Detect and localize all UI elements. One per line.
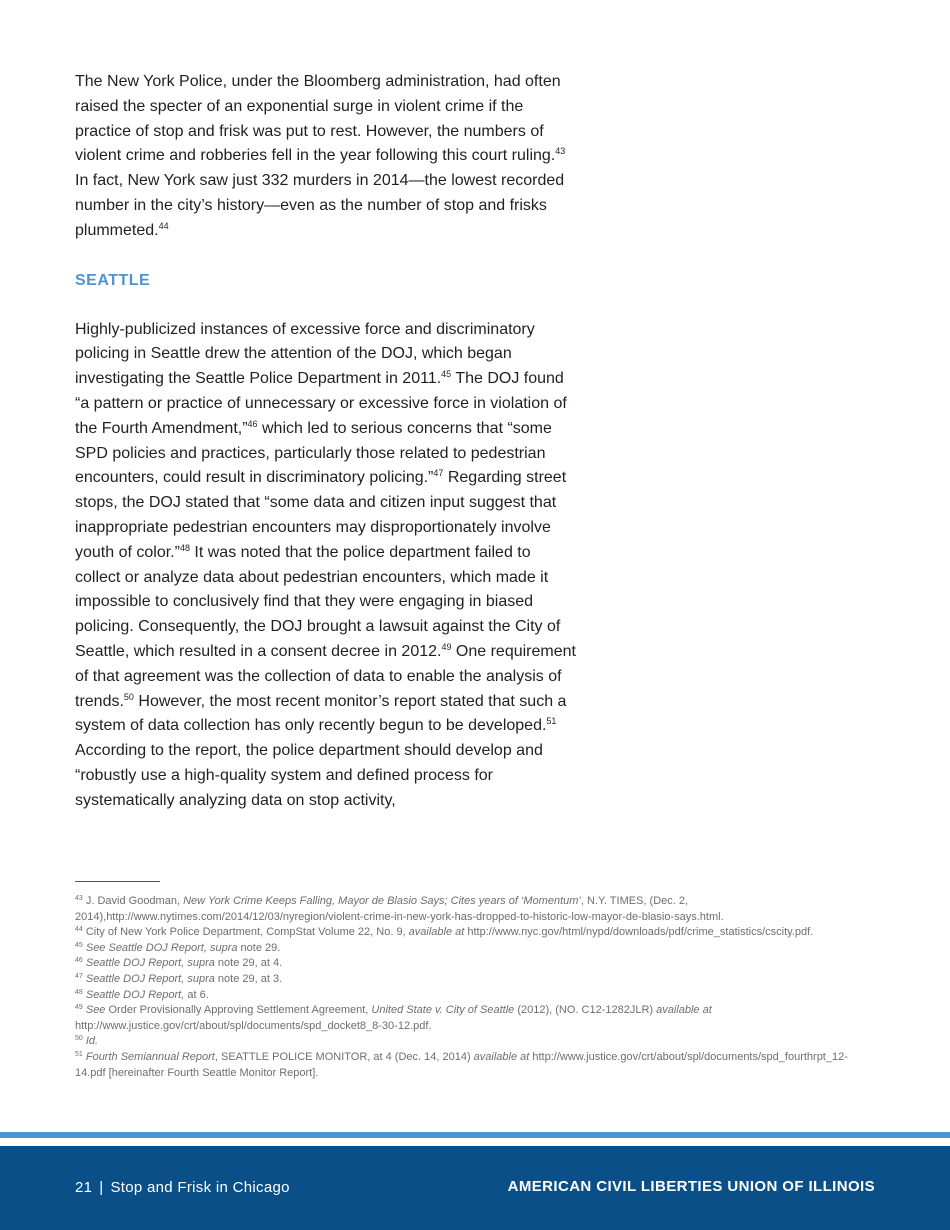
- footnote-italic-text: Seattle DOJ Report,: [82, 988, 185, 1001]
- footnote-43: [75, 894, 875, 925]
- footnote-50: [75, 1034, 875, 1050]
- footnote-text: note 29, at 3.: [214, 972, 283, 985]
- footnote-italic-text: Fourth Semiannual Report: [82, 1050, 215, 1063]
- footnote-ref-44[interactable]: 44: [158, 220, 169, 231]
- footnote-text: note 29.: [237, 941, 281, 954]
- seattle-text-5: It was noted that the police department failed to collect or analyze data about pedestrian encounters, which made it impossible to conclusively find that they were engaging in biased policing. Consequently, the DOJ brought a lawsuit against the City of Seattle, which resulted in a consent decree in 2012.: [75, 543, 561, 660]
- footnote-italic-text: Id.: [82, 1035, 99, 1048]
- seattle-text-7: However, the most recent monitor’s report stated that such a system of data collection has only recently begun to be developed.: [75, 692, 567, 735]
- publication-title: Stop and Frisk in Chicago: [110, 1179, 290, 1196]
- footnotes: [75, 894, 875, 1081]
- footnote-text: City of New York Police Department, CompStat Volume 22, No. 9,: [82, 926, 409, 939]
- seattle-text-4: Regarding street stops, the DOJ stated that “some data and citizen input suggest that inappropriate pedestrian encounters may disproportionately involve youth of color.”: [75, 469, 567, 561]
- footnote-number: 50: [75, 1035, 83, 1043]
- footer-page-info: [75, 1179, 290, 1196]
- footnote-44: [75, 925, 875, 941]
- page-number: 21: [75, 1179, 93, 1196]
- footnote-49: [75, 1003, 875, 1034]
- footnote-italic-text: See: [82, 1004, 106, 1017]
- seattle-text-8: According to the report, the police department should develop and “robustly use a high-quality system and defined process for systematically analyzing data on stop activity,: [75, 742, 543, 809]
- seattle-text-6: One requirement of that agreement was the collection of data to enable the analysis of trends.: [75, 642, 576, 710]
- nyc-text-2: In fact, New York saw just 332 murders in 2014—the lowest recorded number in the city’s history—even as the number of stop and frisks plummeted.: [75, 172, 565, 239]
- footer-separator: |: [99, 1179, 104, 1196]
- footnote-ref-43[interactable]: 43: [555, 146, 566, 157]
- footnote-text: http://www.nyc.gov/html/nypd/downloads/pdf/crime_statistics/cscity.pdf.: [464, 926, 814, 939]
- footnote-text: J. David Goodman,: [82, 895, 184, 907]
- footnote-italic-text: Seattle DOJ Report, supra: [82, 972, 215, 985]
- section-heading-seattle: SEATTLE: [75, 271, 151, 289]
- footnote-italic-text: Seattle DOJ Report, supra: [82, 957, 215, 970]
- footnote-italic-text: See Seattle DOJ Report, supra: [82, 941, 238, 954]
- nyc-text-1: The New York Police, under the Bloomberg administration, had often raised the specter of an exponential surge in violent crime if the practice of stop and frisk was put to rest. However, the numbers of violent crime and robberies fell in the year following this court ruling.: [75, 73, 561, 165]
- footnote-number: 43: [75, 895, 83, 902]
- new-york-paragraph: [75, 70, 580, 244]
- footnote-48: [75, 988, 875, 1004]
- footnote-47: [75, 972, 875, 988]
- seattle-text-1: Highly-publicized instances of excessive force and discriminatory policing in Seattle drew the attention of the DOJ, which began investigating the Seattle Police Department in 2011.: [75, 320, 535, 388]
- footnote-text: note 29, at 4.: [214, 957, 283, 970]
- footnote-number: 51: [75, 1050, 83, 1058]
- seattle-text-2: The DOJ found “a pattern or practice of unnecessary or excessive force in violation of the Fourth Amendment,”: [75, 370, 567, 437]
- footnote-46: [75, 956, 875, 972]
- footnote-number: 47: [75, 972, 83, 980]
- footnote-text: , SEATTLE POLICE MONITOR, at 4 (Dec. 14, 2014): [214, 1050, 474, 1063]
- footnote-ref-45[interactable]: 45: [441, 369, 452, 380]
- footnote-ref-47[interactable]: 47: [433, 468, 444, 479]
- footnote-divider: [75, 881, 160, 882]
- footnote-text: , N.Y. TIMES, (Dec. 2, 2014),http://www.nytimes.com/2014/12/03/nyregion/violent-crime-in-new-york-has-dropped-to-historic-low-mayor-de-blasio-says.html.: [75, 895, 724, 923]
- footnote-number: 46: [75, 957, 83, 965]
- footnote-ref-50[interactable]: 50: [123, 691, 134, 702]
- footnote-italic-text: available at: [656, 1004, 712, 1017]
- footnote-number: 45: [75, 941, 83, 949]
- footer-accent-stripe: [0, 1132, 950, 1138]
- footnote-text: http://www.justice.gov/crt/about/spl/documents/spd_docket8_8-30-12.pdf.: [75, 1019, 432, 1032]
- footnote-text: Order Provisionally Approving Settlement Agreement,: [105, 1004, 372, 1017]
- footnote-number: 44: [75, 926, 83, 934]
- organization-name: AMERICAN CIVIL LIBERTIES UNION OF ILLINOIS: [507, 1178, 875, 1195]
- footnote-text: at 6.: [184, 988, 209, 1001]
- footnote-ref-46[interactable]: 46: [247, 418, 258, 429]
- footnote-ref-51[interactable]: 51: [546, 716, 557, 727]
- footnote-45: [75, 941, 875, 957]
- page-footer: [0, 1146, 950, 1230]
- footnote-italic-text: available at: [473, 1050, 530, 1063]
- seattle-paragraph: [75, 318, 580, 814]
- footnote-ref-49[interactable]: 49: [441, 641, 452, 652]
- main-column: [75, 70, 580, 814]
- seattle-text-3: which led to serious concerns that “some SPD policies and practices, particularly those related to pedestrian encounters, could result in discriminatory policing.”: [75, 419, 552, 487]
- footnote-number: 48: [75, 988, 83, 996]
- footnote-ref-48[interactable]: 48: [179, 542, 190, 553]
- footnote-number: 49: [75, 1004, 83, 1012]
- footnote-italic-text: United State v. City of Seattle: [371, 1004, 515, 1017]
- footnote-text: (2012), (NO. C12-1282JLR): [514, 1004, 657, 1017]
- footnote-italic-text: available at: [408, 926, 465, 939]
- footnote-text: http://www.justice.gov/crt/about/spl/documents/spd_fourthrpt_12-14.pdf [hereinafter Fourth Seattle Monitor Report].: [75, 1050, 848, 1079]
- footnote-51: [75, 1050, 875, 1081]
- footnote-italic-text: New York Crime Keeps Falling, Mayor de Blasio Says; Cites years of ‘Momentum’: [183, 895, 581, 907]
